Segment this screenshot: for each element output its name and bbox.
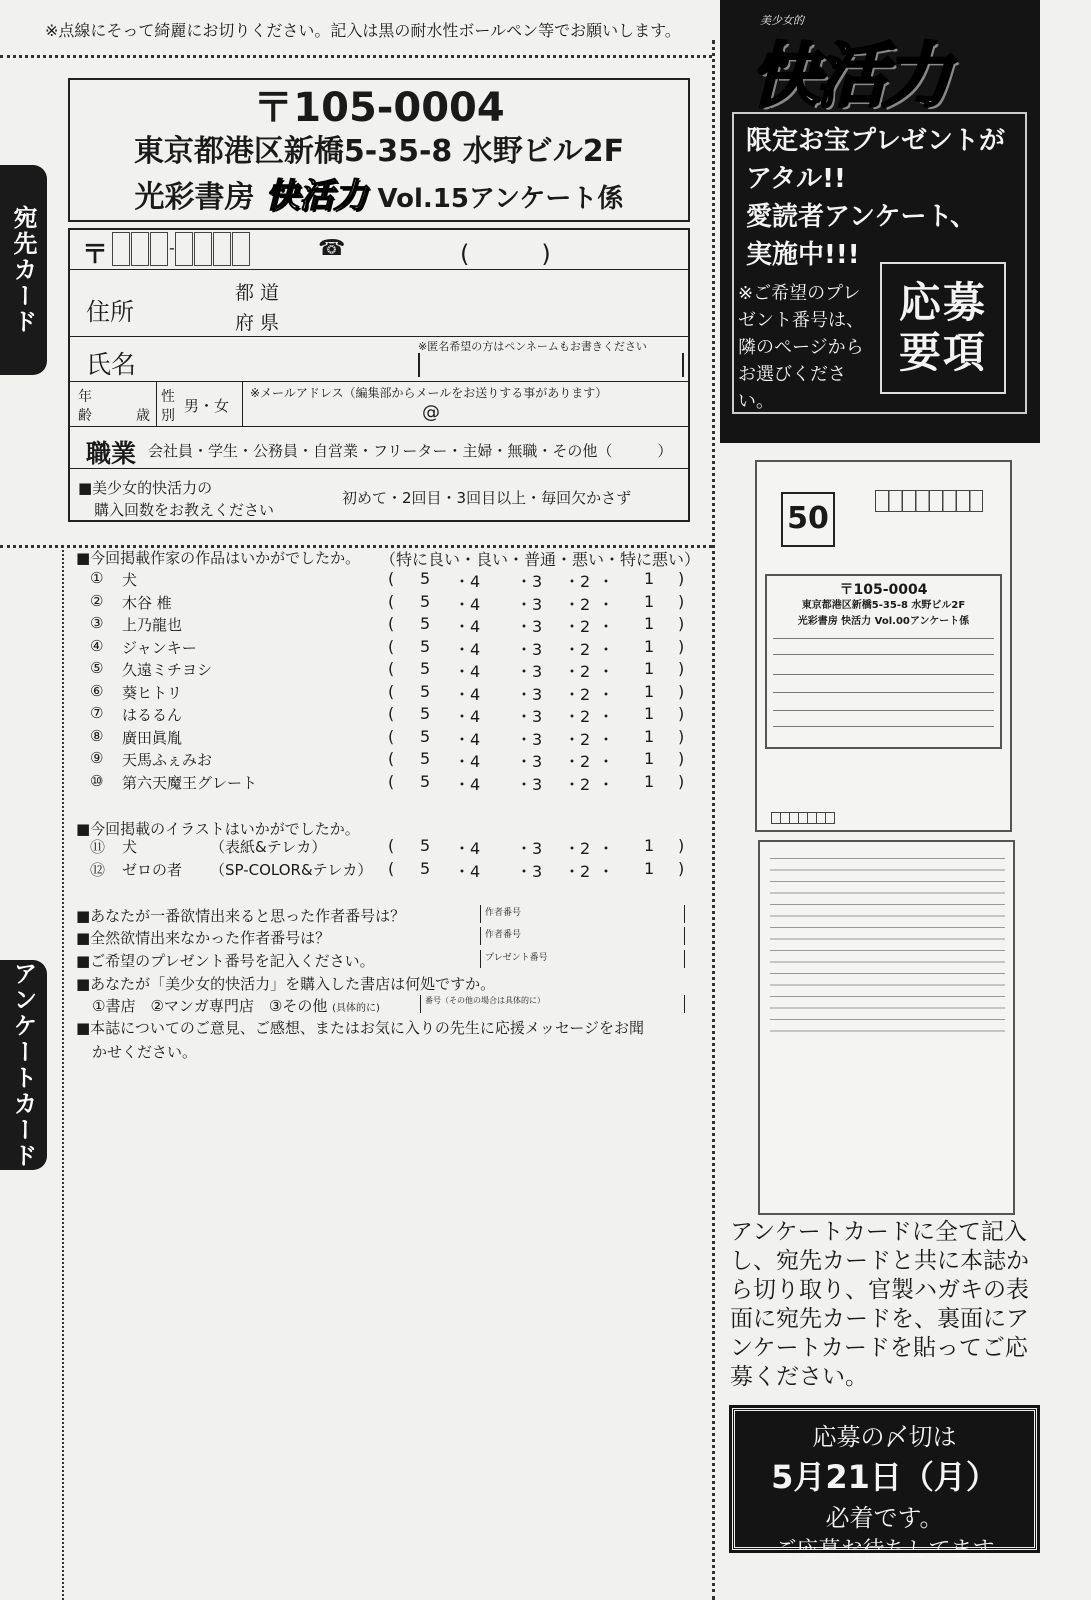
phone-icon: ☎ <box>318 236 346 261</box>
rating-dot: ・ <box>598 752 615 771</box>
rating-dot: ・ <box>598 774 615 794</box>
store-options: ①書店 ②マンガ専門店 ③その他 <box>92 997 328 1015</box>
rating-row <box>0 836 700 858</box>
rating-3[interactable]: ・3 <box>516 707 543 726</box>
rating-open: ( <box>388 569 395 588</box>
email-field[interactable]: @ <box>422 402 440 423</box>
bracket-label: 作者番号 <box>485 908 522 918</box>
postal-code: 〒105-0004 <box>253 85 505 131</box>
rating-close: ) <box>678 771 685 791</box>
rating-3[interactable]: ・3 <box>516 662 543 681</box>
rating-3[interactable]: ・3 <box>516 839 543 858</box>
rating-close: ) <box>678 836 685 855</box>
postal-code-field[interactable] <box>112 232 251 266</box>
deadline-box <box>732 1408 1037 1563</box>
message-question: ■本誌についてのご意見、ご感想、またはお気に入りの先生に応援メッセージをお聞 <box>76 1019 644 1037</box>
rating-2[interactable]: ・2 <box>564 729 591 749</box>
rating-1[interactable]: 1 <box>644 859 655 878</box>
bracket-label: プレゼント番号 <box>485 953 548 963</box>
bracket-label: 作者番号 <box>485 930 522 940</box>
rating-options[interactable] <box>388 614 688 636</box>
mini-street: 東京都港区新橋5-35-8 水野ビル2F <box>801 600 966 611</box>
rating-4[interactable]: ・4 <box>454 839 481 858</box>
mini-sender-postal <box>771 812 835 824</box>
rating-5[interactable]: 5 <box>420 636 431 656</box>
rating-close: ) <box>678 726 685 746</box>
rating-2[interactable]: ・2 <box>564 752 591 771</box>
promo-line: 限定お宝プレゼントが <box>746 126 1005 156</box>
item-name: 廣田眞胤 <box>122 728 183 747</box>
logo-subtitle: 美少女的 <box>760 14 804 27</box>
street-address: 東京都港区新橋5-35-8 水野ビル2F <box>133 134 625 169</box>
works-question: ■今回掲載作家の作品はいかがでしたか。 <box>76 549 361 567</box>
rating-close: ) <box>678 614 685 633</box>
rating-options[interactable] <box>388 727 688 749</box>
survey-dept: Vol.15アンケート係 <box>377 184 624 214</box>
email-note: ※メールアドレス（編集部からメールをお送りする事があります） <box>250 386 608 400</box>
rating-1[interactable]: 1 <box>644 659 655 678</box>
rating-open: ( <box>388 726 395 746</box>
item-name: 犬 <box>122 838 138 856</box>
bracket-label: 番号（その他の場合は具体的に） <box>425 996 545 1005</box>
survey-card-example <box>758 840 1015 1215</box>
rating-3[interactable]: ・3 <box>516 639 543 659</box>
rating-5[interactable]: 5 <box>420 614 431 633</box>
illustration-question: ■今回掲載のイラストはいかがでしたか。 <box>76 820 360 838</box>
magazine-logo: 快活力 <box>750 35 948 117</box>
occupation-options[interactable]: 会社員・学生・公務員・自営業・フリーター・主婦・無職・その他（ ） <box>148 442 673 460</box>
present-number-field[interactable] <box>480 950 685 968</box>
item-number: ⑥ <box>90 681 104 700</box>
rating-1[interactable]: 1 <box>644 614 655 633</box>
rating-4[interactable]: ・4 <box>454 572 481 591</box>
address-box <box>68 78 690 222</box>
rating-4[interactable]: ・4 <box>454 729 481 749</box>
postal-mark: 〒 <box>82 240 109 270</box>
rating-open: ( <box>388 704 395 723</box>
rating-5[interactable]: 5 <box>420 771 431 791</box>
rating-1[interactable]: 1 <box>644 836 655 855</box>
rating-close: ) <box>678 659 685 678</box>
rating-3[interactable]: ・3 <box>516 594 543 614</box>
rating-row <box>0 614 700 636</box>
occupation-label: 職業 <box>86 439 137 468</box>
rating-row <box>0 592 700 614</box>
rating-5[interactable]: 5 <box>420 591 431 611</box>
rating-3[interactable]: ・3 <box>516 729 543 749</box>
item-number: ③ <box>90 614 104 632</box>
rating-2[interactable]: ・2 <box>564 684 591 704</box>
rating-2[interactable]: ・2 <box>564 774 591 794</box>
mini-postal-boxes <box>875 490 983 512</box>
pen-name-note: ※匿名希望の方はペンネームもお書きください <box>418 340 647 353</box>
item-name: 犬 <box>122 571 138 589</box>
address-form <box>68 228 690 522</box>
rating-4[interactable]: ・4 <box>454 774 481 794</box>
item-name: 天馬ふぇみお <box>122 751 213 769</box>
survey-card-tab: アンケートカード <box>0 960 47 1170</box>
rating-options[interactable] <box>388 637 688 659</box>
item-name: 上乃龍也 <box>122 616 183 634</box>
prefecture-label-2: 府 県 <box>235 312 280 334</box>
rating-2[interactable]: ・2 <box>564 639 591 659</box>
age-label-2: 齢 <box>78 408 92 424</box>
rating-1[interactable]: 1 <box>644 749 655 768</box>
favorite-author-question: ■あなたが一番欲情出来ると思った作者番号は？ <box>76 907 406 925</box>
rating-2[interactable]: ・2 <box>564 662 591 681</box>
address-field[interactable] <box>70 270 688 337</box>
deadline-label: 応募の〆切は <box>812 1423 957 1451</box>
rating-dot: ・ <box>598 572 615 591</box>
postcard-example <box>755 460 1012 832</box>
item-number: ⑨ <box>90 749 104 767</box>
rating-3[interactable]: ・3 <box>516 752 543 771</box>
item-name: 葵ヒトリ <box>122 683 183 702</box>
message-field[interactable] <box>80 1064 690 1204</box>
sex-options[interactable]: 男・女 <box>184 397 230 415</box>
item-number: ⑪ <box>90 838 106 856</box>
item-number: ④ <box>90 636 104 655</box>
rating-close: ) <box>678 636 685 656</box>
store-options-note: (具体的に) <box>332 1003 380 1014</box>
promo-line: 愛読者アンケート、 <box>746 202 977 232</box>
rating-3[interactable]: ・3 <box>516 774 543 794</box>
message-question-2: かせください。 <box>92 1043 198 1061</box>
prefecture-label-1: 都 道 <box>235 282 280 304</box>
deadline-arrival: 必着です。 <box>825 1504 944 1532</box>
mini-postal: 〒105-0004 <box>839 582 928 598</box>
rating-options[interactable] <box>388 859 688 881</box>
rating-row <box>0 569 700 591</box>
postage-stamp-box: 50 <box>781 492 835 547</box>
item-detail: （SP-COLOR&テレカ） <box>210 861 373 879</box>
deadline-date: 5月21日（月） <box>771 1458 998 1496</box>
rating-5[interactable]: 5 <box>420 681 431 701</box>
item-number: ⑦ <box>90 704 104 722</box>
rating-row <box>0 727 700 749</box>
rating-dot: ・ <box>598 862 615 881</box>
rating-4[interactable]: ・4 <box>454 862 481 881</box>
item-name: 木谷 椎 <box>122 593 172 612</box>
rating-open: ( <box>388 771 395 791</box>
rating-2[interactable]: ・2 <box>564 594 591 614</box>
publisher-name: 光彩書房 <box>134 180 255 215</box>
rating-4[interactable]: ・4 <box>454 639 481 659</box>
mini-dept: 光彩書房 快活力 Vol.00アンケート係 <box>797 616 970 627</box>
item-number: ⑤ <box>90 659 104 677</box>
rating-1[interactable]: 1 <box>644 771 655 791</box>
rating-4[interactable]: ・4 <box>454 662 481 681</box>
rating-options[interactable] <box>388 569 688 591</box>
rating-open: ( <box>388 859 395 878</box>
rating-dot: ・ <box>598 594 615 614</box>
rating-1[interactable]: 1 <box>644 681 655 701</box>
rating-5[interactable]: 5 <box>420 749 431 768</box>
name-label: 氏名 <box>86 350 137 379</box>
promo-panel <box>720 0 1040 443</box>
rating-1[interactable]: 1 <box>644 726 655 746</box>
pen-name-field[interactable] <box>418 353 684 377</box>
rating-row <box>0 859 700 881</box>
rating-2[interactable]: ・2 <box>564 862 591 881</box>
store-field[interactable] <box>420 995 685 1013</box>
rating-dot: ・ <box>598 839 615 858</box>
rating-close: ) <box>678 569 685 588</box>
rating-row <box>0 704 700 726</box>
name-field[interactable] <box>70 337 688 382</box>
age-sex-mail-row <box>70 382 688 427</box>
rating-1[interactable]: 1 <box>644 591 655 611</box>
rating-2[interactable]: ・2 <box>564 839 591 858</box>
mini-address-card <box>765 574 1002 749</box>
promo-line: アタル!! <box>746 164 846 194</box>
rating-4[interactable]: ・4 <box>454 684 481 704</box>
rating-dot: ・ <box>598 707 615 726</box>
rating-row <box>0 682 700 704</box>
age-field[interactable]: 歳 <box>136 408 150 424</box>
rating-options[interactable] <box>388 592 688 614</box>
purchase-question: ■美少女的快活力の <box>78 479 213 497</box>
item-number: ① <box>90 569 104 587</box>
rating-open: ( <box>388 659 395 678</box>
rating-4[interactable]: ・4 <box>454 752 481 771</box>
postal-dash: - <box>169 238 175 258</box>
rating-3[interactable]: ・3 <box>516 684 543 704</box>
rating-4[interactable]: ・4 <box>454 594 481 614</box>
item-number: ⑩ <box>90 771 104 790</box>
occupation-row <box>70 427 688 469</box>
rating-3[interactable]: ・3 <box>516 862 543 881</box>
rating-5[interactable]: 5 <box>420 704 431 723</box>
rating-open: ( <box>388 591 395 611</box>
rating-open: ( <box>388 836 395 855</box>
item-number: ⑫ <box>90 861 106 879</box>
rating-open: ( <box>388 614 395 633</box>
purchase-options[interactable]: 初めて・2回目・3回目以上・毎回欠かさず <box>342 489 632 507</box>
cut-instruction-note: ※点線にそって綺麗にお切りください。記入は黒の耐水性ボールペン等でお願いします。 <box>45 21 681 40</box>
item-name: ジャンキー <box>122 638 197 657</box>
rating-options[interactable] <box>388 772 688 794</box>
rating-dot: ・ <box>598 617 615 636</box>
address-card-tab: 宛先カード <box>0 165 47 375</box>
least-favorite-author-question: ■全然欲情出来なかった作者番号は？ <box>76 929 331 947</box>
deadline-closing: ご応募お待ちしてます <box>774 1538 995 1563</box>
store-question: ■あなたが「美少女的快活力」を購入した書店は何処ですか。 <box>76 975 496 993</box>
rating-3[interactable]: ・3 <box>516 572 543 591</box>
item-detail: （表紙&テレカ） <box>210 838 327 856</box>
rating-4[interactable]: ・4 <box>454 617 481 636</box>
present-number-question: ■ご希望のプレゼント番号を記入ください。 <box>76 952 375 970</box>
rating-close: ) <box>678 681 685 701</box>
item-name: 第六天魔王グレート <box>122 773 258 792</box>
purchase-count-row <box>70 469 688 524</box>
rating-2[interactable]: ・2 <box>564 617 591 636</box>
item-number: ② <box>90 591 104 610</box>
rating-5[interactable]: 5 <box>420 659 431 678</box>
rating-close: ) <box>678 749 685 768</box>
rating-1[interactable]: 1 <box>644 636 655 656</box>
address-label: 住所 <box>86 298 134 326</box>
rating-close: ) <box>678 704 685 723</box>
favorite-author-field[interactable] <box>480 905 685 923</box>
rating-2[interactable]: ・2 <box>564 707 591 726</box>
rating-scale-header: （特に良い・良い・普通・悪い・特に悪い） <box>380 550 701 569</box>
rating-5[interactable]: 5 <box>420 726 431 746</box>
item-name: ゼロの者 <box>122 861 183 879</box>
phone-field[interactable]: ( ) <box>460 240 551 268</box>
rating-options[interactable] <box>388 749 688 771</box>
purchase-question-2: 購入回数をお教えください <box>94 501 275 519</box>
rating-open: ( <box>388 681 395 701</box>
sex-label-2: 別 <box>161 408 175 424</box>
cut-line-top <box>0 55 712 58</box>
rating-row <box>0 637 700 659</box>
rating-row <box>0 749 700 771</box>
rating-1[interactable]: 1 <box>644 569 655 588</box>
rating-options[interactable] <box>388 704 688 726</box>
application-guidelines-box: 応募要項 <box>880 262 1006 394</box>
item-number: ⑧ <box>90 726 104 745</box>
magazine-logo: 快活力 <box>265 176 367 216</box>
rating-dot: ・ <box>598 684 615 704</box>
rating-row <box>0 659 700 681</box>
rating-5[interactable]: 5 <box>420 569 431 588</box>
sex-label: 性 <box>161 389 175 405</box>
rating-5[interactable]: 5 <box>420 859 431 878</box>
least-favorite-author-field[interactable] <box>480 927 685 945</box>
rating-close: ) <box>678 859 685 878</box>
rating-dot: ・ <box>598 639 615 659</box>
rating-1[interactable]: 1 <box>644 704 655 723</box>
rating-open: ( <box>388 636 395 656</box>
rating-options[interactable] <box>388 659 688 681</box>
rating-dot: ・ <box>598 662 615 681</box>
rating-dot: ・ <box>598 729 615 749</box>
rating-4[interactable]: ・4 <box>454 707 481 726</box>
rating-close: ) <box>678 591 685 611</box>
age-label: 年 <box>78 389 92 405</box>
rating-3[interactable]: ・3 <box>516 617 543 636</box>
rating-options[interactable] <box>388 836 688 858</box>
item-name: はるるん <box>122 706 183 724</box>
promo-line: 実施中!!! <box>746 240 860 270</box>
cut-line-vertical <box>712 40 715 1600</box>
rating-5[interactable]: 5 <box>420 836 431 855</box>
rating-2[interactable]: ・2 <box>564 572 591 591</box>
rating-options[interactable] <box>388 682 688 704</box>
submission-instructions: アンケートカードに全て記入し、宛先カードと共に本誌から切り取り、官製ハガキの表面に宛先カードを、裏面にアンケートカードを貼ってご応募ください。 <box>730 1219 1029 1390</box>
rating-row <box>0 772 700 794</box>
postal-phone-row <box>70 230 688 270</box>
item-name: 久遠ミチヨシ <box>122 661 213 679</box>
promo-headline <box>746 122 1005 274</box>
present-note: ※ご希望のプレゼント番号は、隣のページからお選びください。 <box>738 283 864 412</box>
rating-open: ( <box>388 749 395 768</box>
